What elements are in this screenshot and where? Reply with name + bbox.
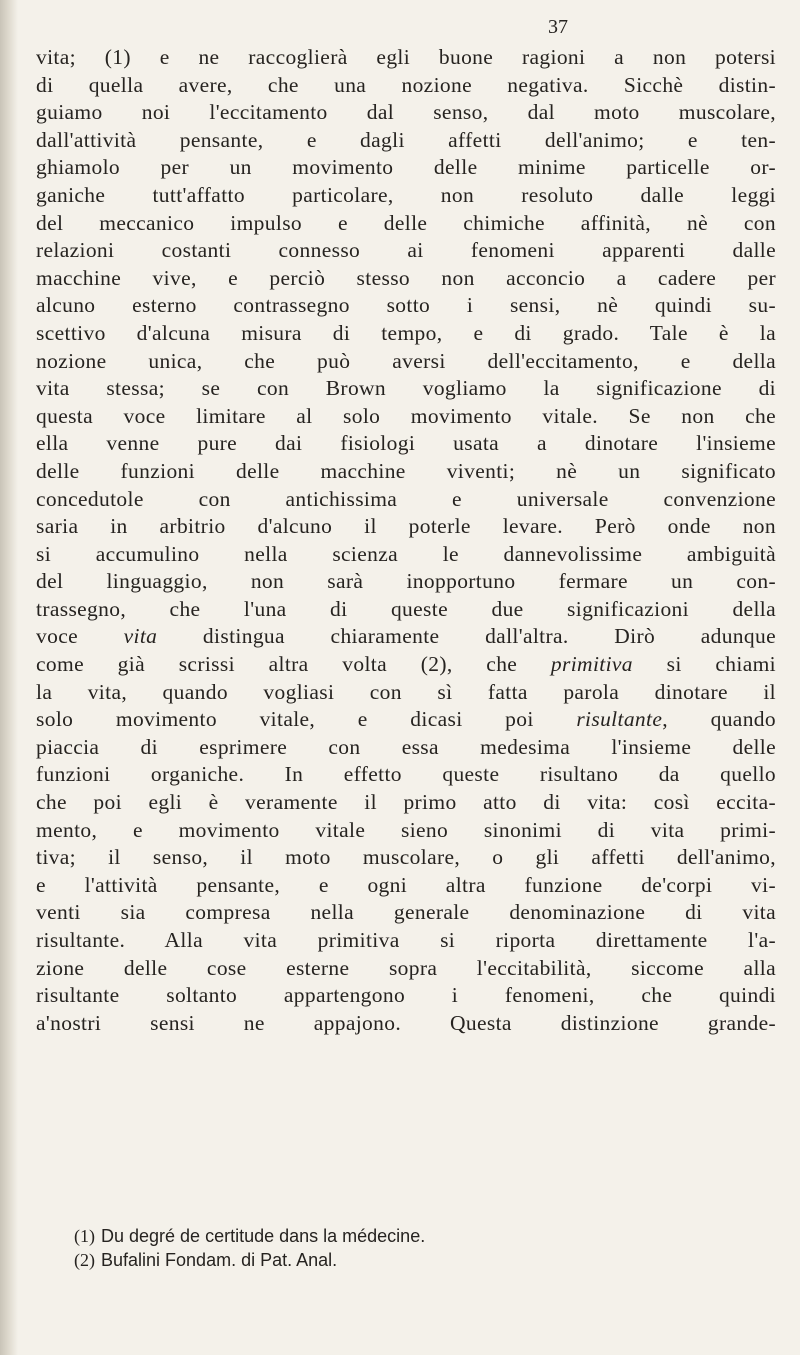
text-segment: risultante soltanto appartengono i fenomeni, che quindi [36, 983, 776, 1008]
italic-term: primitiva [550, 652, 633, 677]
text-line [36, 127, 776, 155]
text-segment: distingua chiaramente dall'altra. Dirò adunque [157, 624, 777, 649]
text-segment: risultante. Alla vita primitiva si riporta direttamente l'a- [36, 928, 776, 952]
text-segment: a'nostri sensi ne appajono. Questa distinzione grande- [36, 1010, 776, 1035]
text-segment: concedutole con antichissima e universale convenzione [36, 486, 776, 511]
text-segment: voce [36, 624, 124, 649]
footnote [74, 1224, 714, 1248]
text-line [36, 403, 776, 431]
text-line [36, 623, 776, 651]
text-line [36, 513, 776, 541]
text-segment: vita; (1) e ne raccoglierà egli buone ragioni a non potersi [36, 45, 776, 69]
text-segment: relazioni costanti connesso ai fenomeni apparenti dalle [36, 238, 776, 263]
text-segment: guiamo noi l'eccitamento dal senso, dal moto muscolare, [36, 100, 776, 125]
text-segment: ganiche tutt'affatto particolare, non resoluto dalle leggi [36, 182, 776, 207]
footnote-mark: (2) [74, 1250, 95, 1270]
text-segment: delle funzioni delle macchine viventi; nè un significato [36, 458, 776, 483]
text-segment: scettivo d'alcuna misura di tempo, e di grado. Tale è la [36, 320, 776, 345]
text-line [36, 817, 776, 845]
text-segment: dall'attività pensante, e dagli affetti dell'animo; e ten- [36, 127, 776, 152]
text-line [36, 541, 776, 569]
text-line [36, 430, 776, 458]
text-line [36, 237, 776, 265]
text-line [36, 320, 776, 348]
text-line [36, 154, 776, 182]
text-line [36, 265, 776, 293]
body-text [36, 44, 776, 1037]
text-line [36, 348, 776, 376]
footnote [74, 1248, 714, 1272]
text-line [36, 99, 776, 127]
text-line [36, 955, 776, 983]
text-segment: nozione unica, che può aversi dell'eccitamento, e della [36, 348, 776, 373]
page-number: 37 [548, 16, 568, 38]
footnote-text: Du degré de certitude dans la médecine. [101, 1226, 426, 1246]
text-line [36, 458, 776, 486]
text-segment: del linguaggio, non sarà inopportuno fermare un con- [36, 569, 776, 594]
text-segment: di quella avere, che una nozione negativa. Sicchè distin- [36, 72, 776, 97]
binding-gutter-shadow [0, 0, 18, 1355]
text-segment: alcuno esterno contrassegno sotto i sensi, nè quindi su- [36, 293, 776, 318]
text-line [36, 1010, 776, 1038]
text-line [36, 761, 776, 789]
text-line [36, 899, 776, 927]
text-segment: ghiamolo per un movimento delle minime particelle or- [36, 155, 776, 180]
text-line [36, 486, 776, 514]
text-segment: che poi egli è veramente il primo atto di vita: così eccita- [36, 790, 776, 815]
text-line [36, 679, 776, 707]
text-line [36, 734, 776, 762]
text-segment: zione delle cose esterne sopra l'eccitabilità, siccome alla [36, 955, 776, 980]
italic-term: risultante [576, 707, 663, 732]
text-segment: macchine vive, e perciò stesso non acconcio a cadere per [36, 265, 776, 290]
text-line [36, 568, 776, 596]
text-line [36, 44, 776, 72]
text-line [36, 706, 776, 734]
text-line [36, 982, 776, 1010]
text-line [36, 596, 776, 624]
text-segment: , quando [662, 707, 776, 732]
text-segment: la vita, quando vogliasi con sì fatta parola dinotare il [36, 679, 776, 704]
text-segment: mento, e movimento vitale sieno sinonimi di vita primi- [36, 817, 776, 842]
text-segment: trassegno, che l'una di queste due significazioni della [36, 596, 776, 621]
footnotes [74, 1224, 714, 1272]
text-line [36, 872, 776, 900]
text-segment: del meccanico impulso e delle chimiche affinità, nè con [36, 210, 776, 235]
text-line [36, 844, 776, 872]
text-segment: venti sia compresa nella generale denominazione di vita [36, 900, 776, 925]
text-line [36, 182, 776, 210]
text-segment: funzioni organiche. In effetto queste risultano da quello [36, 762, 776, 787]
text-segment: si accumulino nella scienza le dannevolissime ambiguità [36, 541, 776, 566]
text-line [36, 210, 776, 238]
text-line [36, 292, 776, 320]
text-segment: si chiami [632, 652, 776, 677]
text-segment: tiva; il senso, il moto muscolare, o gli affetti dell'animo, [36, 845, 776, 870]
text-segment: saria in arbitrio d'alcuno il poterle levare. Però onde non [36, 514, 776, 539]
text-segment: piaccia di esprimere con essa medesima l'insieme delle [36, 734, 776, 759]
text-segment: questa voce limitare al solo movimento vitale. Se non che [36, 403, 776, 428]
text-line [36, 651, 776, 679]
text-line [36, 789, 776, 817]
text-segment: come già scrissi altra volta (2), che [36, 652, 551, 677]
text-line [36, 375, 776, 403]
text-segment: e l'attività pensante, e ogni altra funzione de'corpi vi- [36, 872, 776, 897]
footnote-text: Bufalini Fondam. di Pat. Anal. [101, 1250, 338, 1270]
text-segment: vita stessa; se con Brown vogliamo la significazione di [36, 376, 776, 401]
text-line [36, 72, 776, 100]
text-segment: solo movimento vitale, e dicasi poi [36, 707, 577, 732]
footnote-mark: (1) [74, 1226, 95, 1246]
italic-term: vita [123, 624, 158, 649]
text-segment: ella venne pure dai fisiologi usata a dinotare l'insieme [36, 431, 776, 456]
text-line [36, 927, 776, 955]
